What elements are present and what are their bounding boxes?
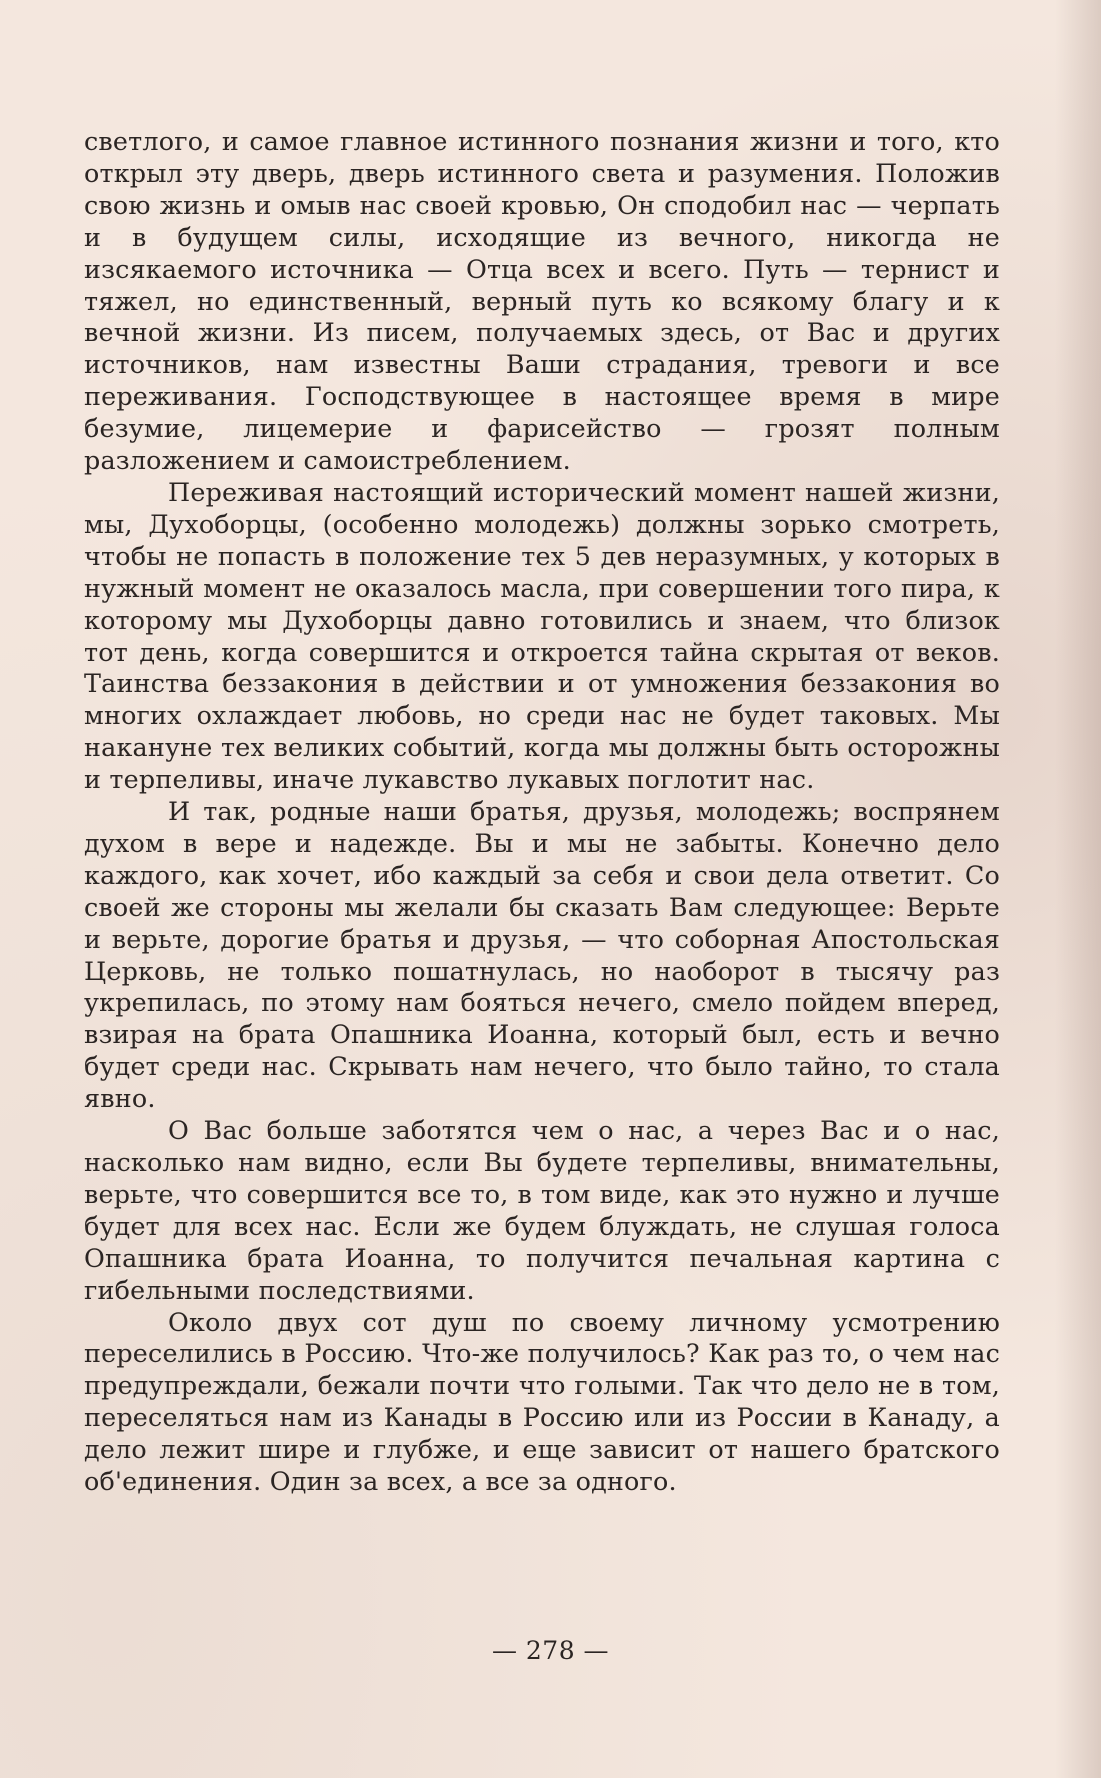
paragraph-1: светлого, и самое главное истинного познания жизни и того, кто открыл эту дверь, дверь истинного света и разумения. Положив свою жизнь и омыв нас своей кровью, Он сподобил нас — черпать и в будущем силы, исходящие из вечного, никогда не изсякаемого источника — Отца всех и всего. Путь — тернист и тяжел, но единственный, верный путь ко всякому благу и к вечной жизни. Из писем, получаемых здесь, от Вас и других источников, нам известны Ваши страдания, тревоги и все переживания. Господствующее в настоящее время в мире безумие, лицемерие и фарисейство — грозят полным разложением и самоистреблением. [84,126,1000,476]
paragraph-4: О Вас больше заботятся чем о нас, а через Вас и о нас, насколько нам видно, если Вы будете терпеливы, внимательны, верьте, что совершится все то, в том виде, как это нужно и лучше будет для всех нас. Если же будем блуждать, не слушая голоса Опашника брата Иоанна, то получится печальная картина с гибельными последствиями. [84,1115,1000,1305]
paragraph-2: Переживая настоящий исторический момент нашей жизни, мы, Духоборцы, (особенно молодежь) должны зорько смотреть, чтобы не попасть в положение тех 5 дев неразумных, у которых в нужный момент не оказалось масла, при совершении того пира, к которому мы Духоборцы давно готовились и знаем, что близок тот день, когда совершится и откроется тайна скрытая от веков. Таинства беззакония в действии и от умножения беззакония во многих охлаждает любовь, но среди нас не будет таковых. Мы накануне тех великих событий, когда мы должны быть осторожны и терпеливы, иначе лукавство лукавых поглотит нас. [84,476,1000,795]
body-text [84,126,1000,1498]
paragraph-3: И так, родные наши братья, друзья, молодежь; воспрянем духом в вере и надежде. Вы и мы не забыты. Конечно дело каждого, как хочет, ибо каждый за себя и свои дела ответит. Со своей же стороны мы желали бы сказать Вам следующее: Верьте и верьте, дорогие братья и друзья, — что соборная Апостольская Церковь, не только пошатнулась, но наоборот в тысячу раз укрепилась, по этому нам бояться нечего, смело пойдем вперед, взирая на брата Опашника Иоанна, который был, есть и вечно будет среди нас. Скрывать нам нечего, что было тайно, то стала явно. [84,796,1000,1114]
paragraph-5: Около двух сот душ по своему личному усмотрению переселились в Россию. Что-же получилось? Как раз то, о чем нас предупреждали, бежали почти что голыми. Так что дело не в том, переселяться нам из Канады в Россию или из России в Канаду, а дело лежит шире и глубже, и еще зависит от нашего братского об'единения. Один за всех, а все за одного. [84,1306,1000,1497]
page-edge-shadow [1055,0,1101,1778]
page-number: — 278 — [491,1636,610,1665]
